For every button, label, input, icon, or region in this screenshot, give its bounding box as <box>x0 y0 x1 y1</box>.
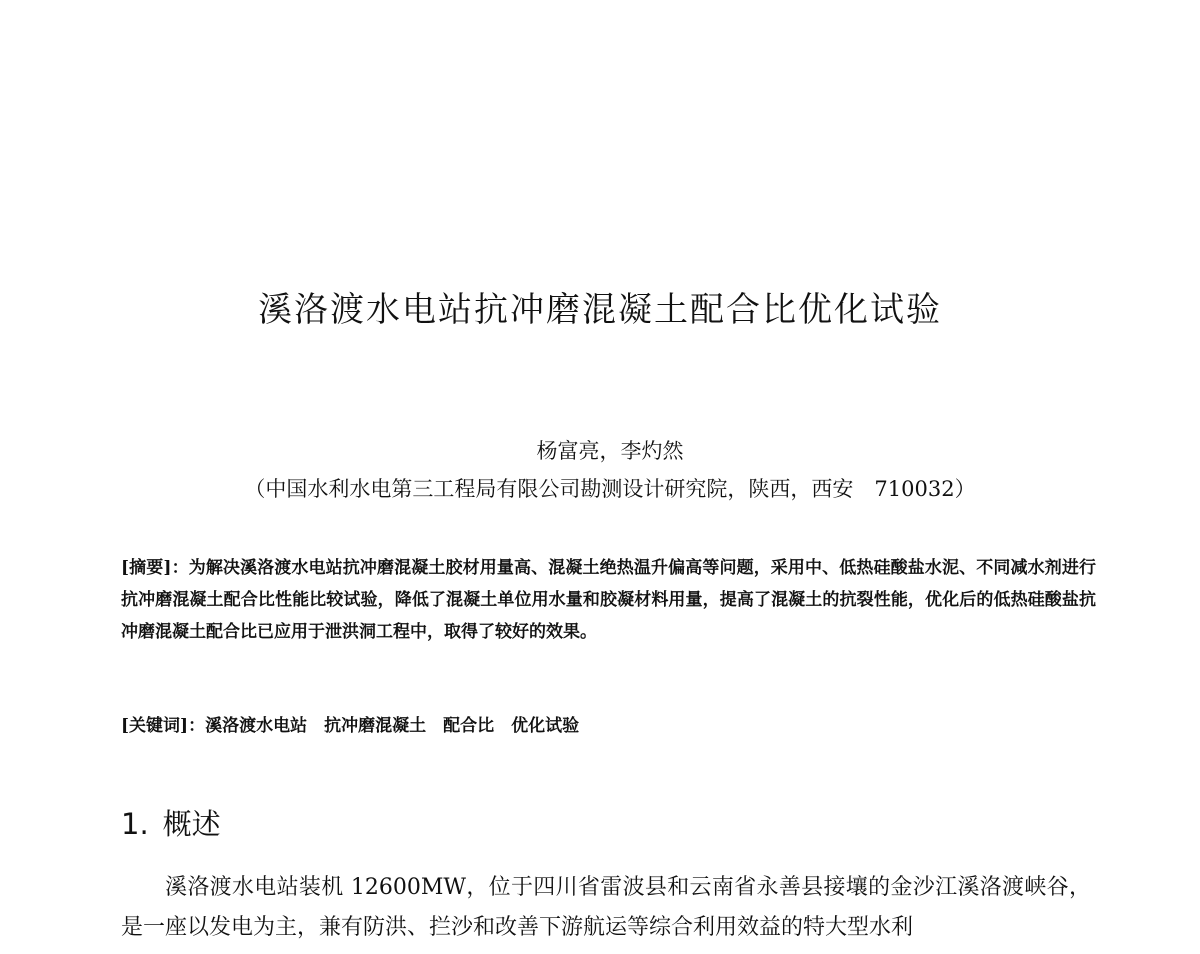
section-number: 1. <box>121 807 149 841</box>
section-heading <box>121 802 221 846</box>
keywords-line: [关键词]：溪洛渡水电站 抗冲磨混凝土 配合比 优化试验 <box>121 716 580 736</box>
section-title: 概述 <box>162 807 221 841</box>
body-paragraph: 溪洛渡水电站装机 12600MW，位于四川省雷波县和云南省永善县接壤的金沙江溪洛渡峡谷，是一座以发电为主，兼有防洪、拦沙和改善下游航运等综合利用效益的特大型水利 <box>121 875 1091 940</box>
abstract-paragraph: [摘要]：为解决溪洛渡水电站抗冲磨混凝土胶材用量高、混凝土绝热温升偏高等问题，采用中、低热硅酸盐水泥、不同减水剂进行抗冲磨混凝土配合比性能比较试验，降低了混凝土单位用水量和胶凝材料用量，提高了混凝土的抗裂性能，优化后的低热硅酸盐抗冲磨混凝土配合比已应用于泄洪洞工程中，取得了较好的效果。 <box>121 558 1096 642</box>
author-affiliation: （中国水利水电第三工程局有限公司勘测设计研究院，陕西，西安 710032） <box>244 477 976 501</box>
author-list: 杨富亮，李灼然 <box>536 439 684 463</box>
paper-title: 溪洛渡水电站抗冲磨混凝土配合比优化试验 <box>258 290 942 330</box>
